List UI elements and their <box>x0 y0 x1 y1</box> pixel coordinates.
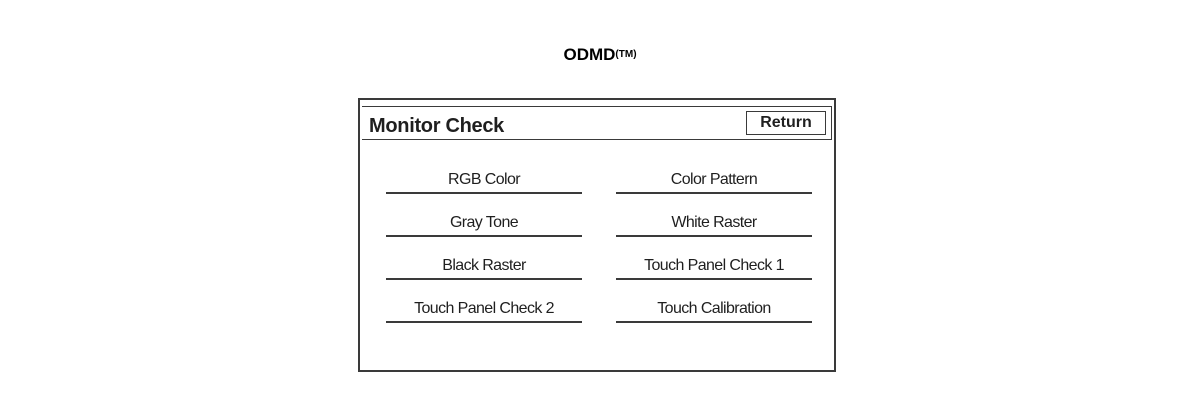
figure-title <box>0 44 1200 69</box>
return-button[interactable]: Return <box>746 111 826 135</box>
touch-calibration-button[interactable]: Touch Calibration <box>616 299 812 323</box>
gray-tone-button[interactable]: Gray Tone <box>386 213 582 237</box>
white-raster-button[interactable]: White Raster <box>616 213 812 237</box>
monitor-check-screen <box>358 98 836 372</box>
black-raster-button[interactable]: Black Raster <box>386 256 582 280</box>
screen-header <box>362 106 832 140</box>
touch-panel-check-2-button[interactable]: Touch Panel Check 2 <box>386 299 582 323</box>
color-pattern-button[interactable]: Color Pattern <box>616 170 812 194</box>
rgb-color-button[interactable]: RGB Color <box>386 170 582 194</box>
screen-title: Monitor Check <box>369 115 504 137</box>
figure-title-text: ODMD <box>563 45 616 64</box>
touch-panel-check-1-button[interactable]: Touch Panel Check 1 <box>616 256 812 280</box>
trademark-mark: (TM) <box>615 49 637 60</box>
